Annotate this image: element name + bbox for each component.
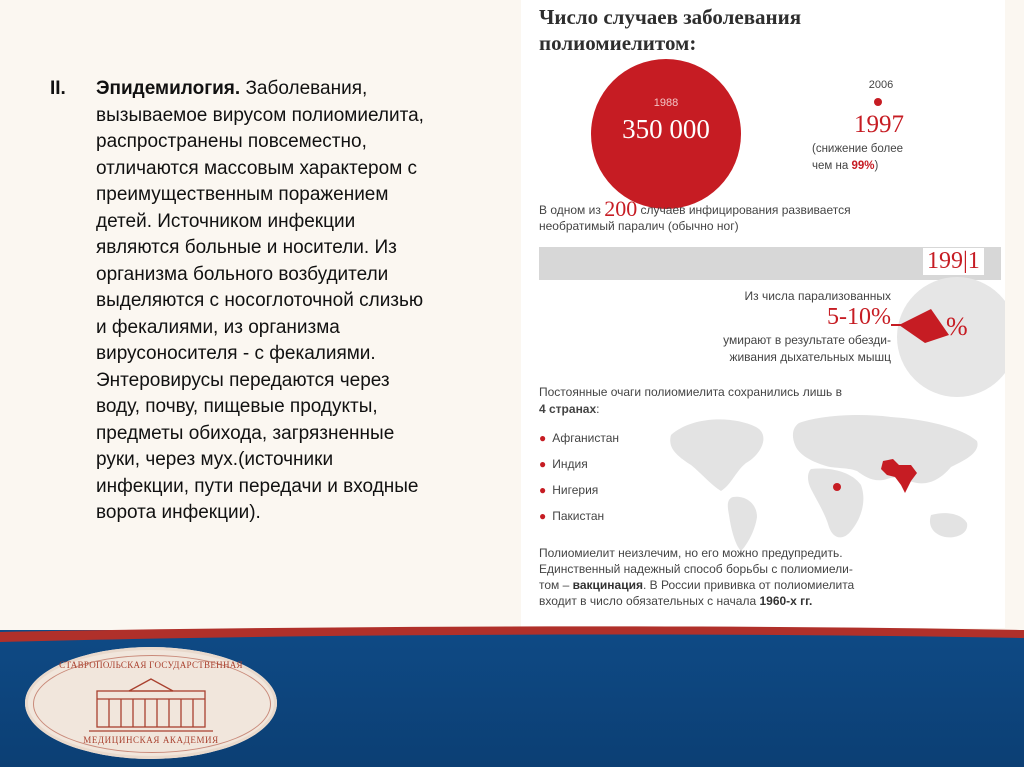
- body-line: распространены повсеместно,: [96, 131, 367, 152]
- cause-line: живания дыхательных мышц: [729, 350, 891, 364]
- country-name: Пакистан: [552, 509, 605, 523]
- list-item: [539, 503, 679, 529]
- cause-line: умирают в результате обезди-: [723, 333, 891, 347]
- foci-count: 4 странах: [539, 402, 597, 416]
- note-line: (снижение более: [812, 143, 904, 155]
- mortality-cause: [611, 332, 891, 366]
- cases-2006-dot: [874, 98, 882, 106]
- list-item: [539, 477, 679, 503]
- vaccination-note: [539, 545, 1001, 609]
- note-line: входит в число обязательных с начала: [539, 594, 760, 608]
- bullet-icon: ●: [539, 509, 547, 523]
- cases-1988-value: 350 000: [622, 114, 710, 144]
- note-paren: ): [874, 160, 879, 172]
- foci-colon: :: [596, 402, 600, 416]
- body-line: Энтеровирусы передаются через: [96, 369, 390, 391]
- body-line: предметы обихода, загрязненные: [96, 422, 395, 444]
- mortality-value: 5-10%: [827, 304, 891, 330]
- country-name: Нигерия: [552, 483, 599, 497]
- ratio-prefix: В одном из: [539, 203, 601, 217]
- bullet-icon: ●: [539, 431, 547, 445]
- decline-percent: 99%: [851, 160, 875, 172]
- paralysis-ratio-text: [539, 196, 999, 234]
- body-line: являются больные и носители. Из: [96, 237, 397, 258]
- vaccination-start: 1960-х гг.: [759, 594, 813, 608]
- mortality-wedge: [891, 297, 951, 347]
- section-number: II.: [50, 78, 66, 99]
- foci-line: Постоянные очаги полиомиелита сохранились лишь в: [539, 385, 842, 399]
- ratio-number: 200: [604, 196, 638, 221]
- body-line: выделяются с носоглоточной слизью: [96, 290, 424, 311]
- bullet-icon: ●: [539, 457, 547, 471]
- country-name: Индия: [552, 457, 588, 471]
- mortality-percent-symbol: %: [946, 312, 968, 341]
- cases-1988-circle: [591, 59, 741, 209]
- body-line: инфекции, пути передачи и входные: [96, 475, 419, 497]
- body-line: вирусоносителя - с фекалиями.: [96, 343, 376, 364]
- body-line: детей. Источником инфекции: [96, 210, 356, 232]
- cases-2006-value: 1997: [854, 111, 904, 138]
- note-line: Единственный надежный способ борьбы с полиомиели-: [539, 562, 853, 576]
- paralyzed-label: Из числа парализованных: [744, 289, 891, 303]
- footer-red-stripe: [0, 622, 1024, 648]
- country-name: Афганистан: [552, 431, 620, 445]
- vaccination-word: вакцинация: [572, 578, 643, 592]
- logo-bottom-text: МЕДИЦИНСКАЯ АКАДЕМИЯ: [83, 735, 219, 745]
- country-list: [539, 425, 679, 529]
- body-line: организма больного возбудители: [96, 263, 389, 285]
- body-line: воду, почву, пищевые продукты,: [96, 396, 378, 417]
- note-line: Полиомиелит неизлечим, но его можно предупредить.: [539, 546, 843, 560]
- body-line: и фекалиями, из организма: [96, 316, 340, 338]
- year-1988-label: 1988: [653, 97, 679, 109]
- section-lead: Эпидемилогия.: [96, 78, 241, 99]
- world-map: [661, 405, 991, 555]
- body-line: вызываемое вирусом полиомиелита,: [96, 104, 424, 126]
- title-line: Число случаев заболевания: [539, 5, 802, 29]
- year-2006-label: 2006: [868, 79, 894, 91]
- infographic-title: [539, 4, 979, 56]
- body-line: руки, через мух.(источники: [96, 449, 334, 470]
- logo-top-text: СТАВРОПОЛЬСКАЯ ГОСУДАРСТВЕННАЯ: [59, 660, 243, 670]
- note-line: том –: [539, 578, 573, 592]
- section-body: [96, 76, 520, 527]
- bullet-icon: ●: [539, 483, 547, 497]
- decline-note: [812, 141, 972, 175]
- body-line: Заболевания,: [245, 78, 368, 99]
- ratio-value: 199|1: [923, 248, 984, 275]
- ratio-line2: необратимый паралич (обычно ног): [539, 219, 739, 233]
- title-line: полиомиелитом:: [539, 31, 697, 55]
- body-line: отличаются массовым характером с: [96, 157, 418, 179]
- building-icon: [89, 677, 213, 735]
- ratio-suffix: случаев инфицирования развивается: [640, 203, 851, 217]
- note-line: . В России прививка от полиомиелита: [642, 578, 855, 592]
- list-item: [539, 425, 679, 451]
- academy-logo: [25, 647, 277, 759]
- list-item: [539, 451, 679, 477]
- note-line: чем на: [812, 160, 852, 172]
- polio-infographic: [521, 0, 1005, 628]
- body-line: ворота инфекции).: [96, 502, 261, 523]
- body-line: преимущественным поражением: [96, 184, 389, 205]
